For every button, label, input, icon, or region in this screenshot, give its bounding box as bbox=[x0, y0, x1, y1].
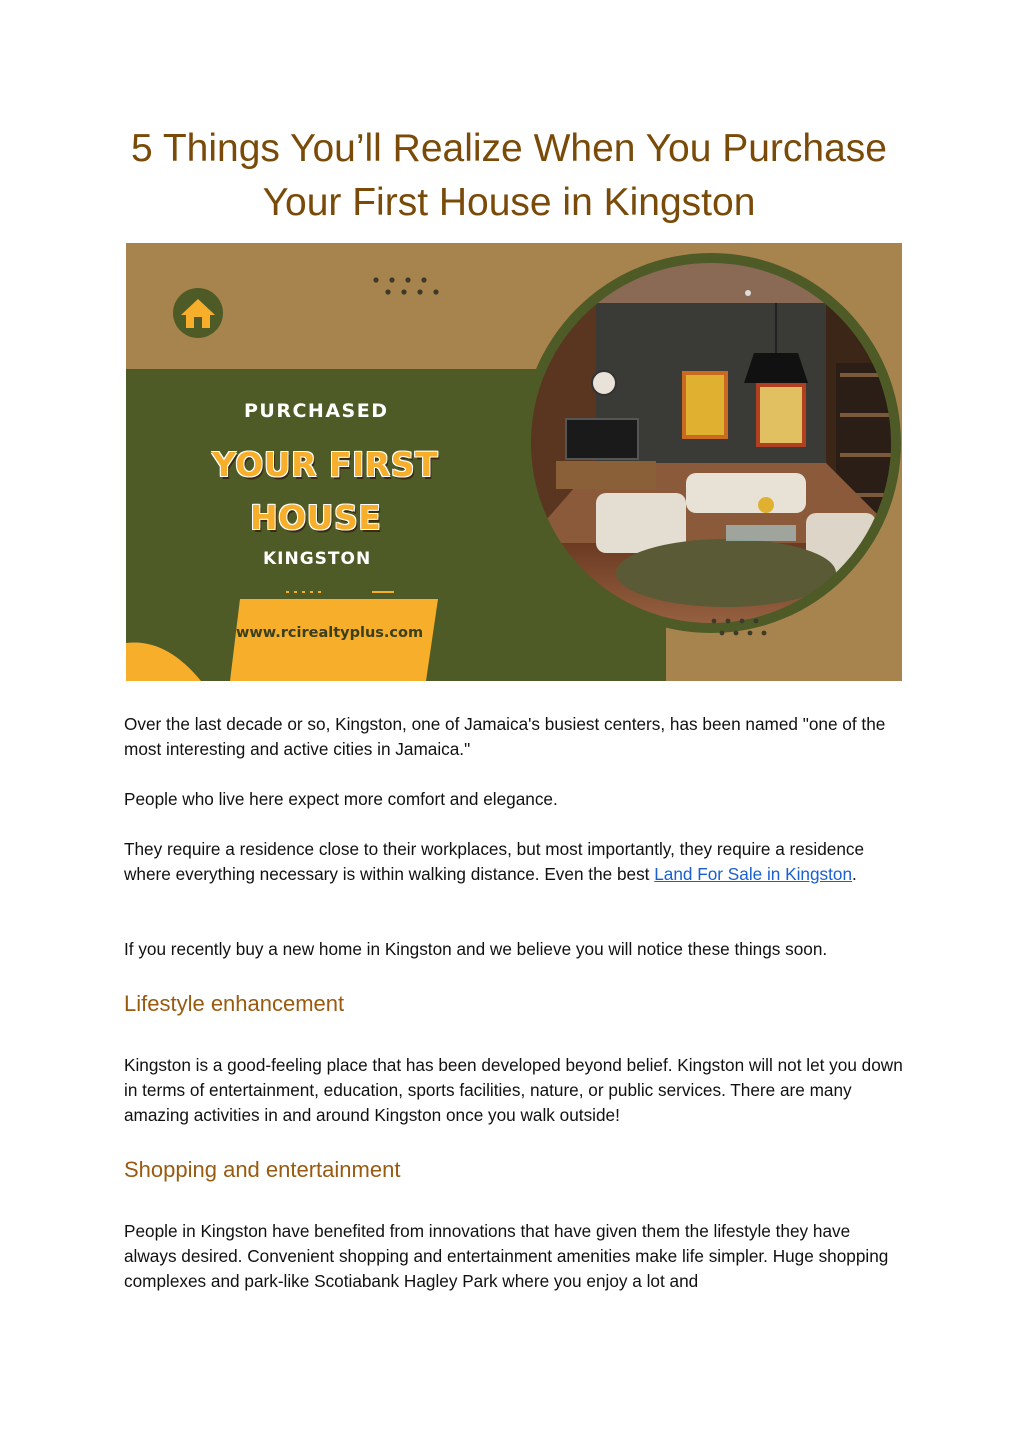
paragraph-residence-text: They require a residence close to their workplaces, but most importantly, they require a residence where everything necessary is within walking distance. Even the best bbox=[124, 839, 865, 884]
paragraph-comfort: People who live here expect more comfort and elegance. bbox=[124, 789, 558, 809]
title-line-1: 5 Things You’ll Realize When You Purchase bbox=[131, 127, 887, 170]
banner-headline-line-1: YOUR FIRST bbox=[212, 445, 438, 484]
banner-url-text: www.rcirealtyplus.com bbox=[236, 625, 424, 641]
paragraph-shopping: People in Kingston have benefited from innovations that have given them the lifestyle they have always desired. Convenient shopping and entertainment amenities make life simpler. Huge shopping complexes and park-like Scotiabank Hagley Park where you enjoy a lot and bbox=[124, 1221, 889, 1291]
paragraph-notice: If you recently buy a new home in Kingston and we believe you will notice these things soon. bbox=[124, 939, 828, 959]
paragraph-residence bbox=[124, 837, 904, 887]
paragraph-residence-end: . bbox=[852, 864, 857, 884]
banner-city-text: KINGSTON bbox=[263, 549, 372, 569]
heading-lifestyle-enhancement: Lifestyle enhancement bbox=[124, 991, 345, 1016]
banner-purchased-text: PURCHASED bbox=[244, 400, 389, 422]
dot-pattern bbox=[373, 277, 438, 294]
paragraph-intro: Over the last decade or so, Kingston, one of Jamaica's busiest centers, has been named "one of the most interesting and active cities in Jamaica." bbox=[124, 714, 886, 759]
heading-shopping-entertainment: Shopping and entertainment bbox=[124, 1157, 401, 1182]
title-line-2: Your First House in Kingston bbox=[262, 181, 756, 224]
house-icon bbox=[173, 288, 223, 338]
paragraph-lifestyle: Kingston is a good-feeling place that has been developed beyond belief. Kingston will not let you down in terms of entertainment, education, sports facilities, nature, or public services. There are many amazing activities in and around Kingston once you walk outside! bbox=[124, 1055, 903, 1125]
land-for-sale-link[interactable]: Land For Sale in Kingston bbox=[654, 864, 853, 884]
banner-headline-line-2: HOUSE bbox=[250, 498, 382, 537]
document-title bbox=[100, 122, 918, 230]
hero-banner-image bbox=[126, 243, 902, 681]
